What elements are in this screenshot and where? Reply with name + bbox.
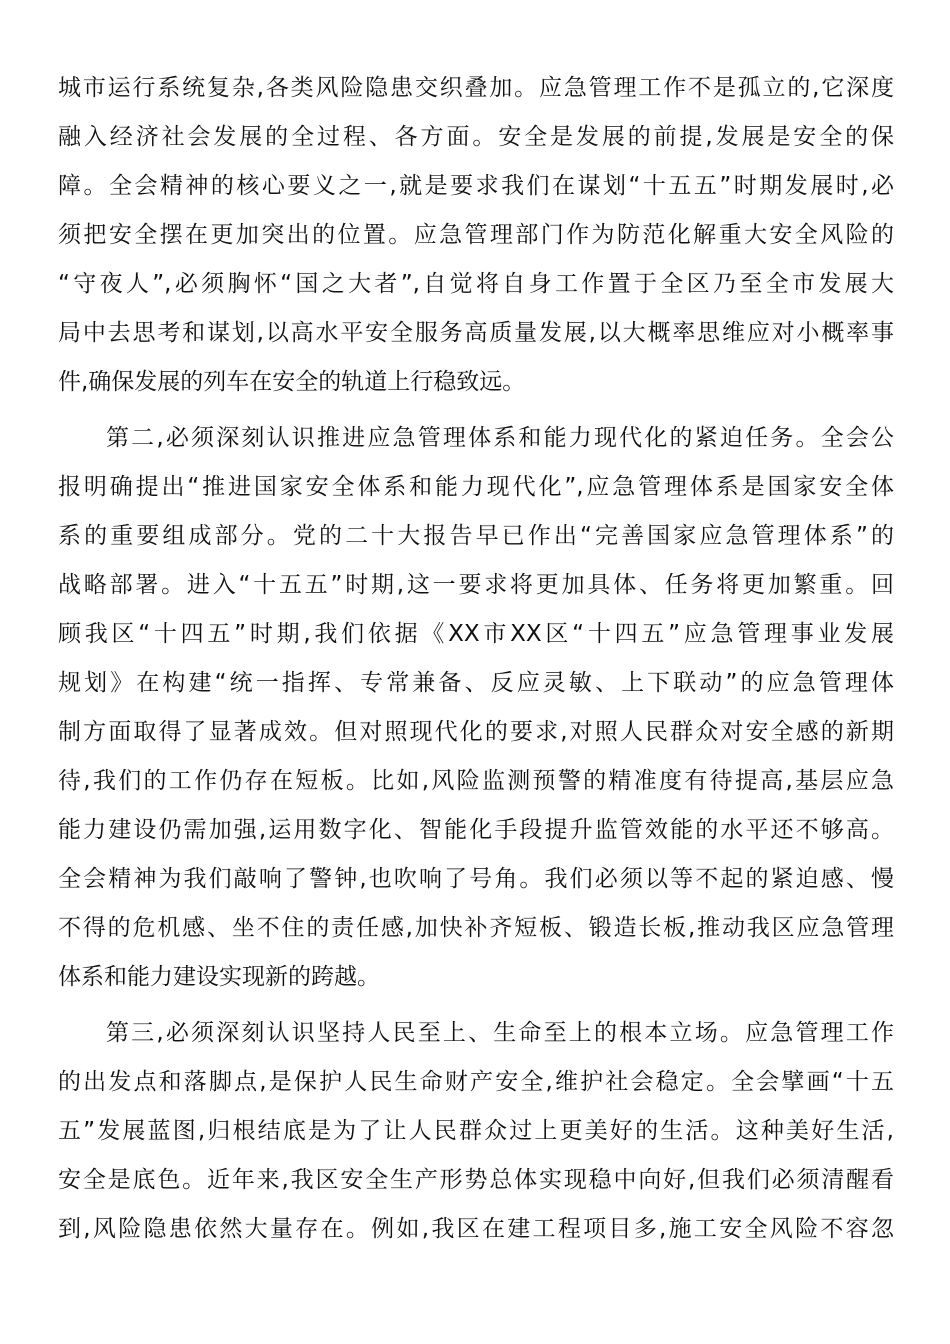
body-text-line: 规划》在构建“统一指挥、专常兼备、反应灵敏、上下联动”的应急管理体 [58,670,894,696]
body-text-line: 障。全会精神的核心要义之一,就是要求我们在谋划“十五五”时期发展时,必 [58,173,894,199]
body-text-line: 全会精神为我们敲响了警钟,也吹响了号角。我们必须以等不起的紧迫感、慢 [58,866,894,892]
paragraph-heading-line: 第二,必须深刻认识推进应急管理体系和能力现代化的紧迫任务。全会公 [106,425,894,451]
body-text-line: “守夜人”,必须胸怀“国之大者”,自觉将自身工作置于全区乃至全市发展大 [58,271,894,297]
body-text-line: 制方面取得了显著成效。但对照现代化的要求,对照人民群众对安全感的新期 [58,719,894,745]
paragraph-heading-line: 第三,必须深刻认识坚持人民至上、生命至上的根本立场。应急管理工作 [106,1020,894,1046]
body-text-line: 五”发展蓝图,归根结底是为了让人民群众过上更美好的生活。这种美好生活, [58,1118,894,1144]
body-text-line: 体系和能力建设实现新的跨越。 [58,964,380,990]
body-text-line: 的出发点和落脚点,是保护人民生命财产安全,维护社会稳定。全会擘画“十五 [58,1069,894,1095]
body-text-line: 城市运行系统复杂,各类风险隐患交织叠加。应急管理工作不是孤立的,它深度 [58,75,894,101]
body-text-line: 不得的危机感、坐不住的责任感,加快补齐短板、锻造长板,推动我区应急管理 [58,915,894,941]
body-text-line: 战略部署。进入“十五五”时期,这一要求将更加具体、任务将更加繁重。回 [58,572,894,598]
body-text-line: 顾我区“十四五”时期,我们依据《XX市XX区“十四五”应急管理事业发展 [58,621,894,647]
body-text-line: 件,确保发展的列车在安全的轨道上行稳致远。 [58,369,526,395]
body-text-line: 局中去思考和谋划,以高水平安全服务高质量发展,以大概率思维应对小概率事 [58,320,894,346]
body-text-line: 须把安全摆在更加突出的位置。应急管理部门作为防范化解重大安全风险的 [58,222,894,248]
body-text-line: 融入经济社会发展的全过程、各方面。安全是发展的前提,发展是安全的保 [58,124,894,150]
body-text-line: 系的重要组成部分。党的二十大报告早已作出“完善国家应急管理体系”的 [58,523,894,549]
body-text-line: 能力建设仍需加强,运用数字化、智能化手段提升监管效能的水平还不够高。 [58,817,894,843]
body-text-line: 待,我们的工作仍存在短板。比如,风险监测预警的精准度有待提高,基层应急 [58,768,894,794]
body-text-line: 报明确提出“推进国家安全体系和能力现代化”,应急管理体系是国家安全体 [58,474,894,500]
body-text-line: 安全是底色。近年来,我区安全生产形势总体实现稳中向好,但我们必须清醒看 [58,1167,894,1193]
body-text-line: 到,风险隐患依然大量存在。例如,我区在建工程项目多,施工安全风险不容忽 [58,1216,894,1242]
